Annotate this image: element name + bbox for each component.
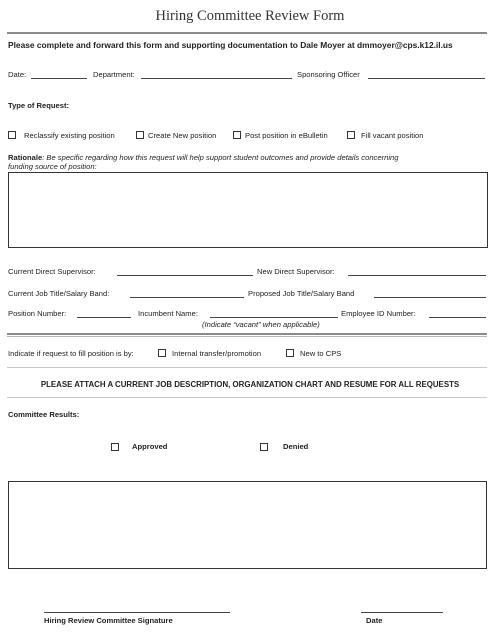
rationale-instruction-cont: funding source of position: bbox=[8, 162, 97, 171]
new-to-cps-checkbox[interactable] bbox=[286, 349, 294, 357]
new-to-cps-label: New to CPS bbox=[300, 349, 342, 358]
internal-transfer-checkbox[interactable] bbox=[158, 349, 166, 357]
committee-results-heading: Committee Results: bbox=[8, 410, 80, 419]
employee-id-field[interactable] bbox=[429, 317, 486, 318]
department-label: Department: bbox=[93, 70, 135, 79]
create-new-label: Create New position bbox=[148, 131, 217, 140]
top-divider bbox=[7, 32, 487, 34]
current-supervisor-field[interactable] bbox=[117, 275, 253, 276]
fill-vacant-label: Fill vacant position bbox=[361, 131, 424, 140]
reclassify-checkbox[interactable] bbox=[8, 131, 16, 139]
thin-divider-2 bbox=[7, 397, 487, 398]
position-number-field[interactable] bbox=[77, 317, 131, 318]
sponsoring-officer-field[interactable] bbox=[368, 78, 485, 79]
employee-id-label: Employee ID Number: bbox=[341, 309, 416, 318]
signature-label: Hiring Review Committee Signature bbox=[44, 616, 173, 625]
approved-label: Approved bbox=[132, 442, 168, 451]
form-instruction: Please complete and forward this form and supporting documentation to Dale Moyer at dmmoyer@cps.k12.il.us bbox=[8, 40, 453, 50]
incumbent-name-field[interactable] bbox=[210, 317, 338, 318]
position-number-label: Position Number: bbox=[8, 309, 67, 318]
section-divider bbox=[7, 333, 487, 335]
rationale-label: Rationale bbox=[8, 153, 43, 162]
thin-divider bbox=[7, 367, 487, 368]
internal-transfer-label: Internal transfer/promotion bbox=[172, 349, 262, 358]
section-divider-secondary bbox=[7, 336, 487, 337]
proposed-title-field[interactable] bbox=[374, 297, 486, 298]
denied-label: Denied bbox=[283, 442, 309, 451]
form-title: Hiring Committee Review Form bbox=[155, 8, 345, 24]
signature-date-label: Date bbox=[366, 616, 383, 625]
sponsoring-officer-label: Sponsoring Officer bbox=[297, 70, 360, 79]
type-of-request-heading: Type of Request: bbox=[8, 101, 70, 110]
new-supervisor-field[interactable] bbox=[348, 275, 486, 276]
attach-notice: PLEASE ATTACH A CURRENT JOB DESCRIPTION, ORGANIZATION CHART AND RESUME FOR ALL REQUESTS bbox=[40, 380, 460, 389]
post-ebulletin-checkbox[interactable] bbox=[233, 131, 241, 139]
department-field[interactable] bbox=[141, 78, 292, 79]
committee-notes-textarea[interactable] bbox=[8, 481, 487, 569]
denied-checkbox[interactable] bbox=[260, 443, 268, 451]
approved-checkbox[interactable] bbox=[111, 443, 119, 451]
fill-vacant-checkbox[interactable] bbox=[347, 131, 355, 139]
new-supervisor-label: New Direct Supervisor: bbox=[257, 267, 335, 276]
incumbent-note: (Indicate “vacant” when applicable) bbox=[202, 320, 320, 329]
reclassify-label: Reclassify existing position bbox=[24, 131, 115, 140]
date-label: Date: bbox=[8, 70, 27, 79]
current-title-label: Current Job Title/Salary Band: bbox=[8, 289, 110, 298]
current-supervisor-label: Current Direct Supervisor: bbox=[8, 267, 96, 276]
post-ebulletin-label: Post position in eBulletin bbox=[245, 131, 328, 140]
signature-line[interactable] bbox=[44, 612, 230, 613]
create-new-checkbox[interactable] bbox=[136, 131, 144, 139]
proposed-title-label: Proposed Job Title/Salary Band bbox=[248, 289, 355, 298]
signature-date-line[interactable] bbox=[361, 612, 443, 613]
current-title-field[interactable] bbox=[130, 297, 244, 298]
date-field[interactable] bbox=[31, 78, 87, 79]
fill-by-label: Indicate if request to fill position is by: bbox=[8, 349, 134, 358]
rationale-instruction: : Be specific regarding how this request will help support student outcomes and provide details concerning bbox=[42, 153, 399, 162]
incumbent-name-label: Incumbent Name: bbox=[138, 309, 198, 318]
rationale-textarea[interactable] bbox=[8, 172, 488, 248]
